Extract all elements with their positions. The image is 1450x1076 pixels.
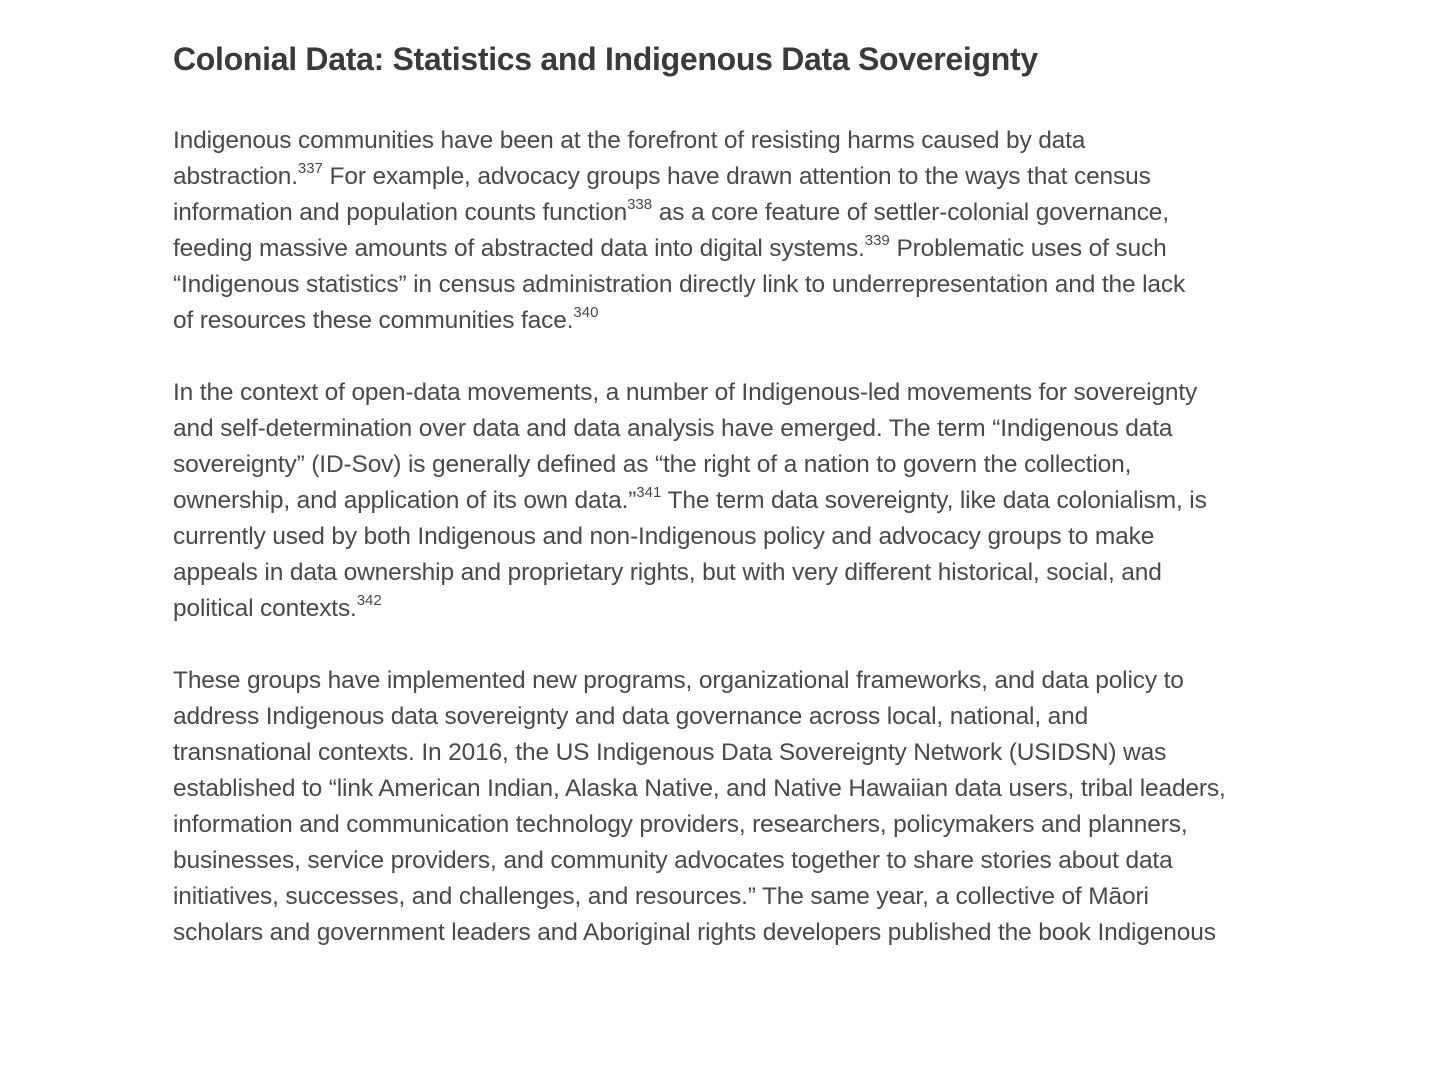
footnote-ref-340[interactable]: 340 [573, 303, 599, 321]
text-segment: Indigenous communities have been at the forefront of resisting harms caused by data [173, 127, 1086, 154]
text-line [173, 375, 1303, 411]
text-segment: address Indigenous data sovereignty and data governance across local, national, and [173, 703, 1089, 730]
paragraph-census-statistics [173, 123, 1303, 339]
text-line [173, 807, 1303, 843]
text-segment: In the context of open-data movements, a number of Indigenous-led movements for sovereignty [173, 379, 1198, 406]
text-segment: information and population counts function [173, 199, 628, 226]
paragraph-data-sovereignty-definition [173, 375, 1303, 627]
text-segment: transnational contexts. In 2016, the US Indigenous Data Sovereignty Network (USIDSN) was [173, 739, 1167, 766]
text-segment: of resources these communities face. [173, 307, 574, 334]
text-segment: initiatives, successes, and challenges, and resources.” The same year, a collective of Māori [173, 883, 1149, 910]
text-segment: ownership, and application of its own data.” [173, 487, 637, 514]
footnote-ref-337[interactable]: 337 [297, 159, 323, 177]
text-line [173, 267, 1303, 303]
text-line [173, 735, 1303, 771]
text-line [173, 123, 1303, 159]
footnote-ref-341[interactable]: 341 [636, 483, 662, 501]
text-segment: currently used by both Indigenous and non-Indigenous policy and advocacy groups to make [173, 523, 1155, 550]
text-segment: abstraction. [173, 163, 298, 190]
text-segment: These groups have implemented new programs, organizational frameworks, and data policy to [173, 667, 1184, 694]
paragraph-programs-and-networks [173, 663, 1303, 951]
text-line [173, 519, 1303, 555]
footnote-ref-339[interactable]: 339 [864, 231, 890, 249]
text-line [173, 447, 1303, 483]
text-segment: feeding massive amounts of abstracted data into digital systems. [173, 235, 865, 262]
text-segment: sovereignty” (ID-Sov) is generally defined as “the right of a nation to govern the collection, [173, 451, 1132, 478]
text-segment: The term data sovereignty, like data colonialism, is [661, 487, 1207, 514]
text-line [173, 591, 1303, 627]
text-segment: as a core feature of settler-colonial governance, [652, 199, 1169, 226]
text-segment: appeals in data ownership and proprietary rights, but with very different historical, social, and [173, 559, 1162, 586]
text-segment: established to “link American Indian, Alaska Native, and Native Hawaiian data users, tribal leaders, [173, 775, 1226, 802]
text-line [173, 699, 1303, 735]
text-line [173, 555, 1303, 591]
text-line [173, 195, 1303, 231]
text-segment: Problematic uses of such [889, 235, 1167, 262]
text-line [173, 771, 1303, 807]
text-line [173, 231, 1303, 267]
text-line [173, 879, 1303, 915]
text-line [173, 663, 1303, 699]
text-segment: information and communication technology providers, researchers, policymakers and planners, [173, 811, 1188, 838]
text-segment: scholars and government leaders and Aboriginal rights developers published the book Indigenous [173, 919, 1216, 946]
text-segment: For example, advocacy groups have drawn attention to the ways that census [322, 163, 1151, 190]
text-segment: “Indigenous statistics” in census administration directly link to underrepresentation and the lack [173, 271, 1186, 298]
text-segment: and self-determination over data and data analysis have emerged. The term “Indigenous data [173, 415, 1173, 442]
section-title: Colonial Data: Statistics and Indigenous Data Sovereignty [173, 41, 1038, 77]
text-line [173, 915, 1303, 951]
text-line [173, 159, 1303, 195]
text-line [173, 303, 1303, 339]
text-segment: political contexts. [173, 595, 357, 622]
footnote-ref-338[interactable]: 338 [627, 195, 653, 213]
text-line [173, 483, 1303, 519]
text-line [173, 411, 1303, 447]
footnote-ref-342[interactable]: 342 [356, 591, 382, 609]
text-segment: businesses, service providers, and community advocates together to share stories about data [173, 847, 1173, 874]
text-line [173, 843, 1303, 879]
